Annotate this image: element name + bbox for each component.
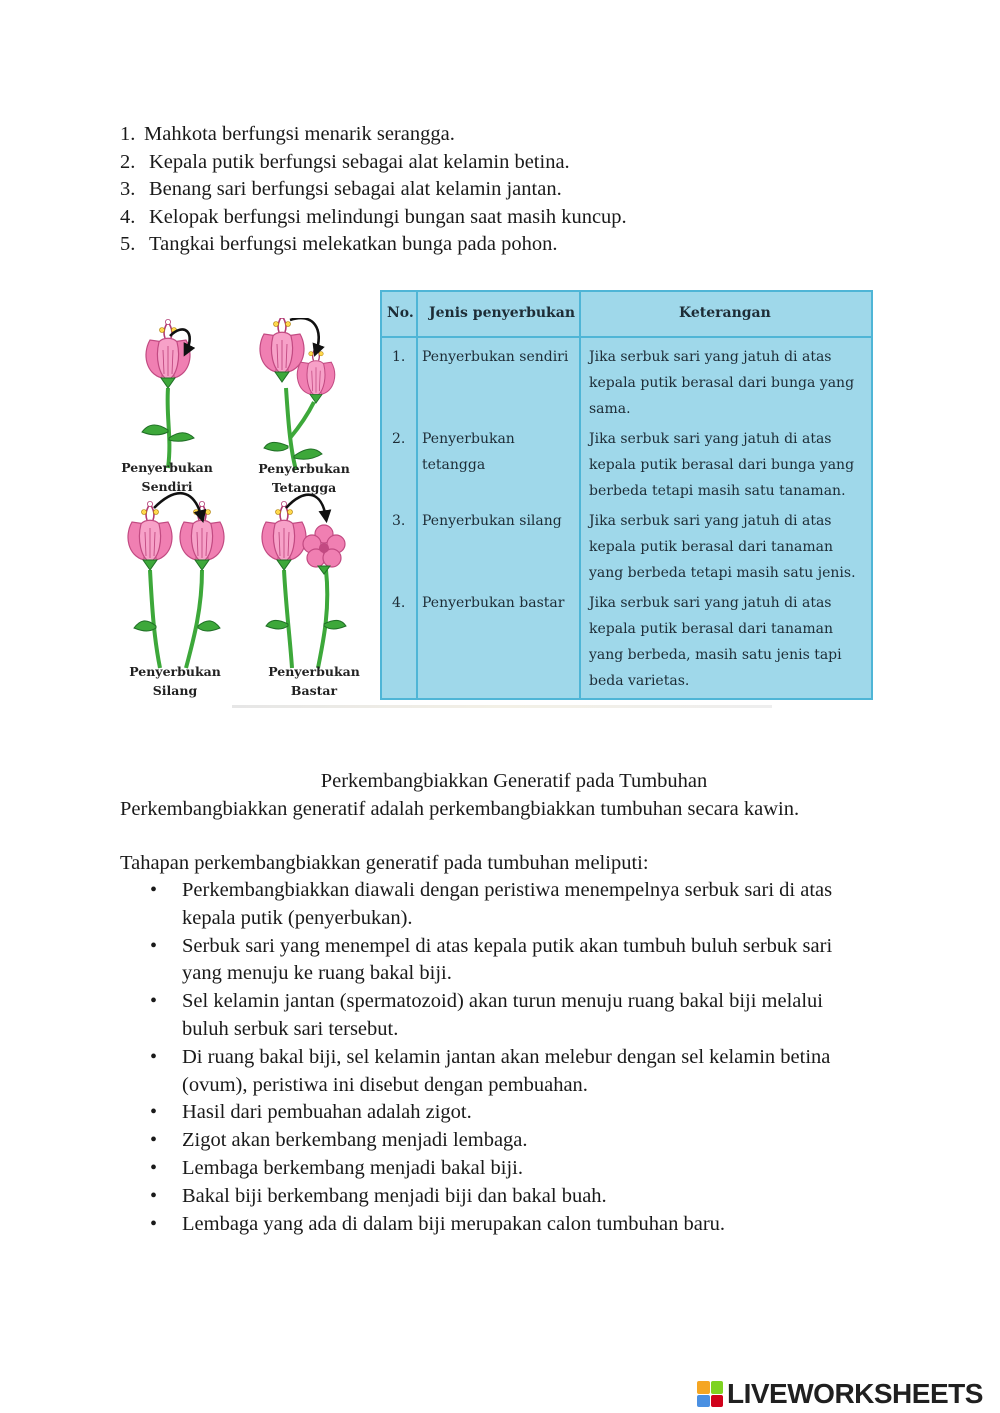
steps-intro: Tahapan perkembangbiakkan generatif pada tumbuhan meliputi: <box>120 852 649 874</box>
steps-list <box>150 877 870 1238</box>
pollination-table <box>380 290 873 700</box>
function-text: Kelopak berfungsi melindungi bungan saat masih kuncup. <box>149 205 627 228</box>
list-item: • Lembaga yang ada di dalam biji merupakan calon tumbuhan baru. <box>150 1211 870 1239</box>
function-item <box>120 231 880 259</box>
function-item <box>120 176 880 204</box>
list-item: • Hasil dari pembuahan adalah zigot. <box>150 1099 870 1127</box>
section-title: Perkembangbiakkan Generatif pada Tumbuhan <box>320 770 708 792</box>
list-item: • Zigot akan berkembang menjadi lembaga. <box>150 1127 870 1155</box>
label-penyerbukan-bastar: Penyerbukan Bastar <box>268 664 360 698</box>
list-item: • Lembaga berkembang menjadi bakal biji. <box>150 1155 870 1183</box>
function-number: 3. <box>120 178 136 200</box>
function-text: Benang sari berfungsi sebagai alat kelamin jantan. <box>149 178 562 200</box>
row-keterangan: Jika serbuk sari yang jatuh di atas kepala putik berasal dari bunga yang berbeda tetapi masih satu tanaman. <box>589 431 855 499</box>
flower-functions-list <box>120 121 880 259</box>
function-item <box>120 121 880 149</box>
row-keterangan: Jika serbuk sari yang jatuh di atas kepala putik berasal dari bunga yang sama. <box>589 349 855 417</box>
header-no: No. <box>387 305 414 321</box>
row-jenis: Penyerbukan silang <box>422 513 562 529</box>
row-keterangan: Jika serbuk sari yang jatuh di atas kepala putik berasal dari tanaman yang berbeda tetapi masih satu jenis. <box>589 513 856 581</box>
function-text: Kepala putik berfungsi sebagai alat kelamin betina. <box>149 150 570 173</box>
definition-paragraph: Perkembangbiakkan generatif adalah perkembangbiakkan tumbuhan secara kawin. <box>120 798 800 820</box>
table-divider <box>579 292 581 698</box>
function-item <box>120 204 880 232</box>
label-penyerbukan-tetangga: Penyerbukan Tetangga <box>258 461 350 495</box>
function-item <box>120 149 880 177</box>
flower-tetangga <box>260 318 335 470</box>
flower-bastar <box>262 495 346 668</box>
list-item: • Sel kelamin jantan (spermatozoid) akan turun menuju ruang bakal biji melalui buluh serbuk sari tersebut. <box>150 988 870 1044</box>
flower-silang <box>128 493 224 668</box>
list-item: • Bakal biji berkembang menjadi biji dan bakal buah. <box>150 1183 870 1211</box>
row-number: 3. <box>392 513 406 529</box>
label-penyerbukan-sendiri: Penyerbukan Sendiri <box>121 460 213 494</box>
label-penyerbukan-silang: Penyerbukan Silang <box>129 664 221 698</box>
function-number: 5. <box>120 233 136 255</box>
list-item: • Perkembangbiakkan diawali dengan peristiwa menempelnya serbuk sari di atas kepala putik (penyerbukan). <box>150 877 870 933</box>
row-number: 4. <box>392 595 406 611</box>
row-keterangan: Jika serbuk sari yang jatuh di atas kepala putik berasal dari tanaman yang berbeda, masih satu jenis tapi beda varietas. <box>589 595 842 689</box>
row-number: 2. <box>392 431 406 447</box>
function-number: 1. <box>120 123 136 145</box>
row-number: 1. <box>392 349 406 365</box>
brand-name: LIVEWORKSHEETS <box>727 1378 983 1409</box>
flower-sendiri <box>142 319 194 468</box>
flower-illustrations <box>118 318 368 718</box>
function-number: 4. <box>120 205 136 228</box>
function-number: 2. <box>120 150 136 173</box>
list-item: • Di ruang bakal biji, sel kelamin jantan akan melebur dengan sel kelamin betina (ovum), peristiwa ini disebut dengan pembuahan. <box>150 1044 870 1100</box>
function-text: Tangkai berfungsi melekatkan bunga pada pohon. <box>149 233 558 255</box>
list-item: • Serbuk sari yang menempel di atas kepala putik akan tumbuh buluh serbuk sari yang menuju ke ruang bakal biji. <box>150 933 870 989</box>
header-keterangan: Keterangan <box>679 305 771 321</box>
function-text: Mahkota berfungsi menarik serangga. <box>144 123 455 145</box>
row-jenis: Penyerbukan bastar <box>422 595 565 611</box>
header-jenis: Jenis penyerbukan <box>429 305 575 321</box>
pollination-diagram <box>118 318 368 718</box>
row-jenis: Penyerbukan tetangga <box>422 431 515 473</box>
liveworksheets-brand <box>697 1379 983 1409</box>
liveworksheets-logo-icon <box>697 1381 723 1407</box>
table-header <box>382 292 871 338</box>
image-edge <box>232 705 772 708</box>
row-jenis: Penyerbukan sendiri <box>422 349 569 365</box>
